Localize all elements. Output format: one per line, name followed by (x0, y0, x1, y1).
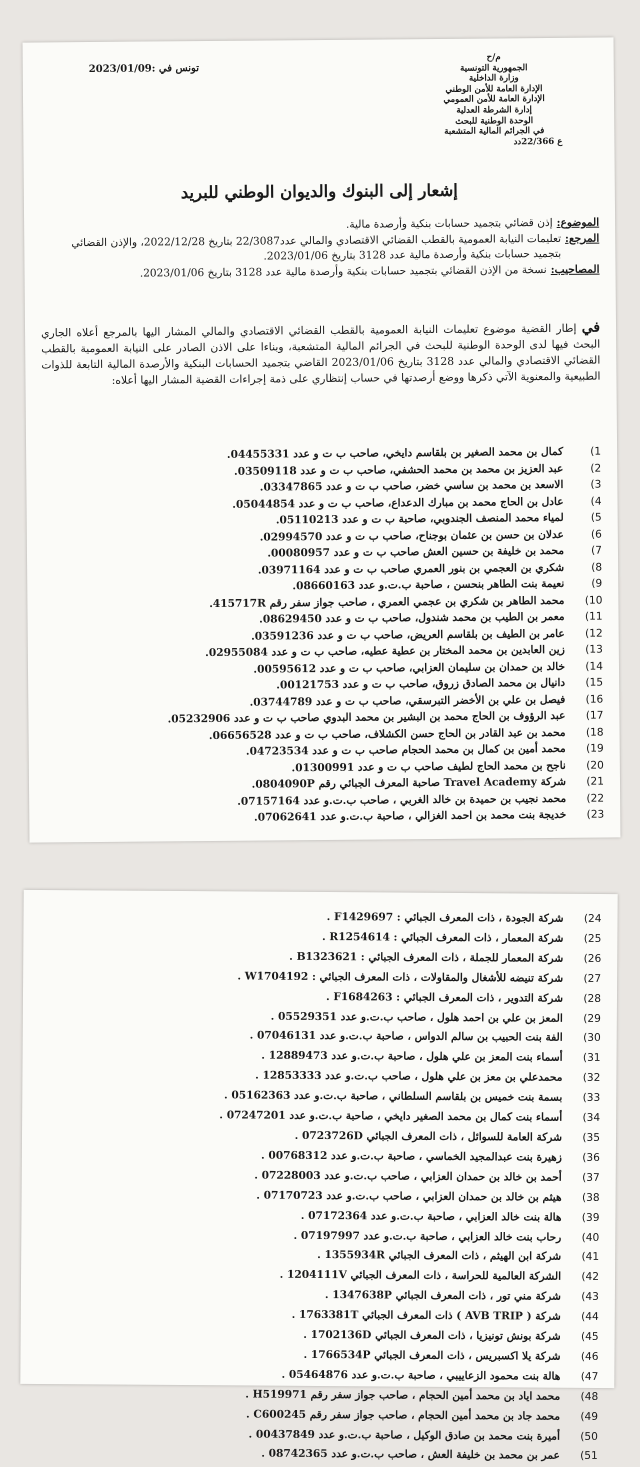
item-text: الشركة العالمية للحراسة ، ذات المعرف الجبائي 1204111V . (279, 1269, 562, 1284)
reference-label: المرجع: (564, 232, 600, 245)
item-number: 24) (583, 912, 602, 925)
item-text: دانيال بن محمد الصادق زروق، صاحب ب ت و عدد 00121753. (276, 676, 566, 692)
item-number: 27) (583, 972, 602, 985)
item-text: لمياء محمد المنصف الجندوبي، صاحبة ب ت و عدد 05110213. (275, 511, 564, 527)
item-number: 6) (590, 528, 602, 541)
subject-block (40, 216, 600, 283)
item-number: 44) (581, 1310, 599, 1324)
header-line: م/ح (486, 52, 501, 63)
frozen-accounts-list-1 (42, 444, 604, 828)
item-number: 36) (582, 1151, 600, 1164)
item-number: 43) (581, 1291, 599, 1304)
intro-paragraph (41, 320, 601, 390)
item-text: رحاب بنت خالد العزابي ، صاحبة ب.ت.و عدد 07197997 . (293, 1229, 562, 1244)
item-number: 35) (582, 1131, 601, 1144)
item-number: 11) (584, 610, 603, 623)
item-text: شركة تنيضه للأشغال والمقاولات ، ذات المعرف الجبائي : W1704192 . (237, 970, 564, 985)
item-number: 1) (590, 445, 602, 458)
item-text: محمد اياد بن محمد أمين الحجام ، صاحب جواز سفر رقم H519971 . (245, 1388, 561, 1403)
item-text: شركة يلا اكسبريس ، ذات المعرف الجبائي 1766534P . (303, 1348, 561, 1363)
reference-number: ع 22/366دد (513, 136, 563, 148)
reference-text: تعليمات النيابة العمومية بالقطب القضائي الاقتصادي والمالي عدد22/3087 بتاريخ 2022/12/28، والإذن القضائي بتجميد حسابات بنكية وأرصدة مالية عدد 3128 بتاريخ 2023/01/06. (71, 232, 562, 263)
item-number: 21) (586, 775, 605, 788)
item-number: 33) (582, 1091, 601, 1105)
item-text: نعيمة بنت الطاهر بنحسن ، صاحبة ب.ت.و عدد 08660163. (292, 577, 565, 593)
item-text: محمدعلي بن معز بن علي هلول ، صاحب ب.ت.و عدد 12853333 . (255, 1069, 563, 1084)
item-text: شركة ابن الهيثم ، ذات المعرف الجبائي 1355934R . (317, 1249, 562, 1264)
header-line: إدارة الشرطة العدلية (456, 105, 532, 116)
item-number: 30) (583, 1032, 601, 1045)
item-number: 9) (591, 577, 603, 590)
item-text: عمر بن محمد بن خليفة العش ، صاحب ب.ت.و عدد 08742365 . (261, 1448, 560, 1463)
item-number: 50) (580, 1430, 598, 1443)
item-text: المعز بن علي بن احمد هلول ، صاحب ب.ت.و عدد 05529351 . (270, 1010, 563, 1025)
item-text: محمد بن خليفة بن حسين العش صاحب ب ت و عدد 00080957. (267, 544, 565, 560)
item-number: 12) (585, 627, 603, 640)
item-text: ناجح بن محمد الحاج لطيف صاحب ب ت و عدد 01300991. (291, 759, 566, 774)
item-text: عبد العزيز بن محمد بن محمد الحشفي، صاحب ب ت و عدد 03509118. (233, 462, 564, 478)
item-text: محمد نجيب بن حميدة بن خالد الغربي ، صاحب ب.ت.و عدد 07157164. (237, 792, 567, 808)
item-text: زين العابدين بن محمد المختار بن عطية عطيه، صاحب ب ت و عدد 02955084. (205, 643, 565, 660)
item-number: 42) (581, 1271, 600, 1284)
item-number: 48) (580, 1390, 599, 1403)
item-text: عدلان بن حسن بن عثمان بوجناح، صاحب ب ت و عدد 02994570. (259, 528, 564, 544)
item-number: 51) (580, 1450, 598, 1463)
list-item (36, 1443, 598, 1467)
item-text: شركة ( AVB TRIP ) ذات المعرف الجبائي 1763381T . (291, 1308, 561, 1323)
date-line: تونس في :2023/01/09 (88, 63, 200, 76)
item-text: عبد الرؤوف بن الحاج محمد بن البشير بن محمد البدوي صاحب ب ت و عدد 05232906. (167, 709, 566, 726)
item-text: شركة بونش تونيزيا ، ذات المعرف الجبائي 1702136D . (303, 1328, 561, 1343)
reference-row (40, 231, 599, 267)
item-text: محمد بن عبد القادر بن الحاج حسن الكشلاف، صاحب ب ت و عدد 06656528. (208, 726, 566, 742)
intro-text: إطار القضية موضوع تعليمات النيابة العمومية بالقطب القضائي الاقتصادي والمالي المشار اليها بالمرجع أعلاه الجاري البحث فيها لدى الوحدة الوطنية للبحث في الجرائم المالية المتشعبة، وبناءا على الاذن الصادر على النيابة العمومية بالقطب القضائي الاقتصادي والمالي عدد 3128 بتاريخ 2023/01/06 القاضي بتجميد الحسابات البنكية والأرصدة المالية التابعة للذوات الطبيعية والمعنوية الآتي ذكرها ووضع أرصدتها في حساب إنتظاري على ذمة إجراءات القضية المشار اليها أعلاه: (40, 321, 601, 387)
item-text: أسماء بنت كمال بن محمد الصغير دايخي ، صاحبة ب.ت.و عدد 07247201 . (219, 1109, 563, 1124)
item-number: 49) (580, 1410, 599, 1423)
item-number: 28) (583, 992, 602, 1005)
item-text: شركة العامة للسوائل ، ذات المعرف الجبائي 0723726D . (294, 1129, 563, 1144)
item-text: معمر بن الطيب بن محمد شندول، صاحب ب ت و عدد 08629450. (259, 610, 565, 626)
item-number: 10) (584, 594, 603, 607)
item-text: أسماء بنت المعز بن علي هلول ، صاحبة ب.ت.و عدد 12889473 . (261, 1049, 563, 1065)
ministry-header (404, 52, 585, 149)
frozen-accounts-list-2 (36, 906, 602, 1467)
item-number: 14) (585, 660, 604, 673)
item-number: 46) (580, 1350, 599, 1363)
item-text: محمد الطاهر بن شكري بن عجمي العمري ، صاحب جواز سفر رقم 415717R. (209, 594, 565, 610)
document-page-1 (23, 37, 621, 842)
item-number: 2) (590, 462, 602, 475)
item-number: 18) (585, 726, 604, 739)
header-line: الوحدة الوطنية للبحث (455, 115, 534, 127)
item-text: شركة مني تور ، ذات المعرف الجبائي 1347638P . (324, 1289, 561, 1303)
item-text: شكري بن العجمي بن بنور العمري صاحب ب ت و عدد 03971164. (257, 561, 565, 577)
subject-label: الموضوع: (556, 216, 600, 229)
item-number: 47) (580, 1370, 599, 1383)
item-number: 41) (581, 1251, 600, 1264)
item-number: 37) (582, 1171, 600, 1184)
item-number: 31) (582, 1052, 601, 1065)
subject-text: إذن قضائي بتجميد حسابات بنكية وأرصدة مالية. (345, 216, 553, 231)
item-text: أميرة بنت محمد بن صادق الوكيل ، صاحبة ب.ت.و عدد 00437849 . (248, 1428, 560, 1443)
item-text: هالة بنت خالد العزابي ، صاحبة ب.ت.و عدد 07172364 . (300, 1209, 562, 1224)
header-line: الجمهورية التونسية (460, 62, 528, 74)
attachment-text: نسخة من الإذن القضائي بتجميد حسابات بنكية وأرصدة مالية عدد 3128 بتاريخ 2023/01/06. (139, 263, 547, 280)
item-number: 7) (591, 544, 603, 557)
item-text: شركة المعمار للجملة ، ذات المعرف الجبائي : B1323621 . (289, 950, 564, 965)
item-text: بسمة بنت خميس بن بلقاسم السلطاني ، صاحبة ب.ت.و عدد 05162363 . (223, 1089, 563, 1104)
item-text: محمد جاد بن محمد أمين الحجام ، صاحب جواز سفر رقم C600245 . (245, 1408, 561, 1423)
item-number: 19) (586, 742, 604, 755)
item-text: كمال بن محمد الصغير بن بلقاسم دايخي، صاحب ب ت و عدد 04455331. (226, 445, 564, 461)
item-number: 45) (580, 1330, 599, 1343)
item-text: أحمد بن خالد بن حمدان العزابي ، صاحب ب.ت.و عدد 07228003 . (254, 1169, 562, 1184)
item-text: الاسعد بن محمد بن ساسي خضر، صاحب ب ت و عدد 03347865. (259, 478, 564, 494)
item-number: 5) (590, 511, 602, 524)
item-number: 38) (581, 1191, 600, 1204)
item-text: عادل بن الحاج محمد بن مبارك الدعداع، صاحب ب ت و عدد 05044854. (232, 495, 564, 511)
item-text: شركة الجودة ، ذات المعرف الجبائي : F1429697 . (326, 911, 564, 925)
item-number: 22) (586, 792, 605, 805)
item-text: خديجة بنت محمد بن احمد الغزالي ، صاحبة ب.ت.و عدد 07062641. (253, 808, 567, 824)
item-number: 15) (585, 676, 604, 689)
item-number: 16) (585, 693, 604, 706)
item-text: زهيرة بنت عبدالمجيد الخماسي ، صاحبة ب.ت.و عدد 00768312 . (260, 1149, 562, 1164)
item-number: 39) (581, 1211, 600, 1224)
document-title: إشعار إلى البنوك والديوان الوطني للبريد (180, 180, 458, 203)
item-text: الفة بنت الحبيب بن سالم الدواس ، صاحبة ب.ت.و عدد 07046131 . (249, 1029, 563, 1045)
item-text: محمد أمين بن كمال بن محمد الحجام صاحب ب ت و عدد 04723534. (245, 742, 566, 758)
item-number: 32) (582, 1072, 601, 1085)
item-text: خالد بن حمدان بن سليمان العزابي، صاحب ب ت و عدد 00595612. (253, 660, 566, 676)
item-text: عامر بن الطيف بن بلقاسم العريض، صاحب ب ت و عدد 03591236. (251, 627, 565, 643)
item-number: 4) (590, 495, 602, 508)
header-line: الإدارة العامة للأمن الوطني (445, 83, 543, 95)
item-text: فيصل بن علي بن الأخضر التبرسقي، صاحب ب ت و عدد 03744789. (249, 693, 566, 709)
item-text: شركة المعمار ، ذات المعرف الجبائي : R1254614 . (322, 930, 564, 945)
document-page-2 (20, 890, 617, 1463)
item-text: هيثم بن خالد بن حمدان العزابي ، صاحب ب.ت.و عدد 07170723 . (256, 1189, 562, 1204)
header-line: في الجرائم المالية المتشعبة (444, 126, 545, 138)
item-number: 26) (583, 952, 602, 965)
item-text: هالة بنت محمود الزعاييبي ، صاحبة ب.ت.و عدد 05464876 . (281, 1368, 561, 1383)
item-number: 34) (582, 1111, 601, 1125)
attachment-label: المصاحيب: (550, 263, 600, 276)
item-text: شركة التدوير ، ذات المعرف الجبائي : F1684263 . (325, 990, 564, 1005)
item-number: 25) (583, 932, 602, 945)
item-number: 29) (583, 1012, 601, 1025)
intro-lead: في (581, 319, 601, 336)
item-number: 3) (590, 478, 602, 491)
item-number: 40) (581, 1231, 600, 1244)
header-line: الإدارة العامة للأمن العمومي (443, 94, 545, 106)
item-number: 13) (585, 643, 603, 656)
item-number: 23) (586, 808, 605, 821)
list-item (45, 807, 604, 828)
item-number: 8) (591, 561, 603, 574)
item-number: 20) (586, 759, 604, 772)
item-number: 17) (585, 709, 604, 722)
header-line: وزارة الداخلية (468, 73, 519, 84)
item-text: شركة Travel Academy صاحبة المعرف الجبائي رقم 0804090P. (251, 775, 567, 791)
